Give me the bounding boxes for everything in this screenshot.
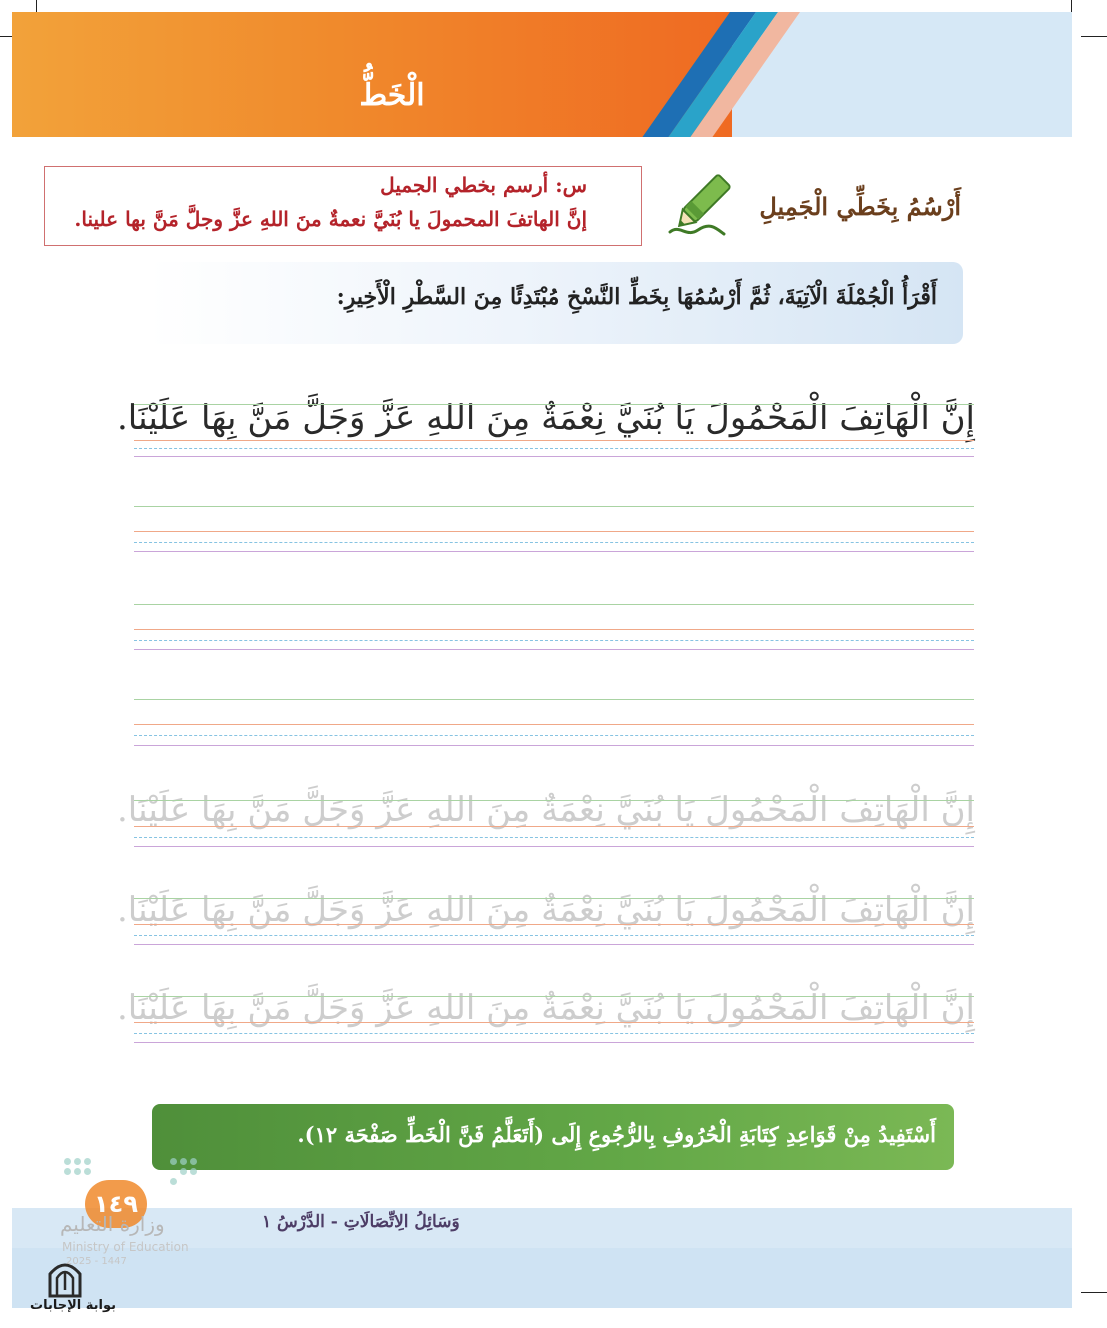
- writing-row-line: [134, 898, 974, 899]
- unit-lesson-label: وَسَائِلُ الِاتِّصَالَاتِ - الدَّرْسُ ١: [262, 1212, 460, 1232]
- instruction-banner: [148, 262, 963, 344]
- trace-sentence: إِنَّ الْهَاتِفَ الْمَحْمُولَ يَا بُنَيَّ نِعْمَةٌ مِنَ اللهِ عَزَّ وَجَلَّ مَنَّ بِهَا عَلَيْنَا.: [116, 890, 975, 930]
- writing-row-line: [134, 800, 974, 801]
- writing-row-line: [134, 924, 974, 925]
- writing-row-line: [134, 724, 974, 725]
- writing-row-line: [134, 846, 974, 847]
- trace-sentence: إِنَّ الْهَاتِفَ الْمَحْمُولَ يَا بُنَيَّ نِعْمَةٌ مِنَ اللهِ عَزَّ وَجَلَّ مَنَّ بِهَا عَلَيْنَا.: [116, 988, 975, 1028]
- writing-row-line: [134, 629, 974, 630]
- writing-row-line: [134, 837, 974, 838]
- instruction-text: أَقْرَأُ الْجُمْلَةَ الْآتِيَةَ، ثُمَّ أَرْسُمُهَا بِخَطِّ النَّسْخِ مُبْتَدِئًا مِنَ السَّطْرِ الْأَخِيرِ:: [336, 284, 937, 310]
- writing-row-line: [134, 935, 974, 936]
- writing-row-line: [134, 944, 974, 945]
- tip-text: أَسْتَفِيدُ مِنْ قَوَاعِدِ كِتَابَةِ الْحُرُوفِ بِالرُّجُوعِ إِلَى (أَتَعَلَّمُ فَنَّ الْخَطِّ صَفْحَة ١٢).: [297, 1122, 936, 1147]
- writing-row-line: [134, 826, 974, 827]
- footer-band-lower: [12, 1248, 1072, 1308]
- writing-row-line: [134, 649, 974, 650]
- rule-line: [134, 448, 974, 449]
- writing-row-line: [134, 640, 974, 641]
- section-title: أَرْسُمُ بِخَطِّي الْجَمِيلِ: [759, 192, 961, 221]
- crop-mark: [1081, 1292, 1107, 1293]
- question-line-1: س: أرسم بخطي الجميل: [380, 173, 587, 197]
- header-orange-band: [12, 12, 732, 137]
- writing-row-line: [134, 1022, 974, 1023]
- pencil-icon: [664, 168, 734, 244]
- writing-row-line: [134, 996, 974, 997]
- page-title: الْخَطُّ: [359, 78, 425, 113]
- ministry-name-english: Ministry of Education: [62, 1240, 189, 1254]
- page-number: ١٤٩: [85, 1180, 147, 1228]
- rule-line: [134, 440, 974, 441]
- rule-line: [134, 404, 974, 405]
- writing-row-line: [134, 1042, 974, 1043]
- model-sentence: إِنَّ الْهَاتِفَ الْمَحْمُولَ يَا بُنَيَّ نِعْمَةٌ مِنَ اللهِ عَزَّ وَجَلَّ مَنَّ بِهَا عَلَيْنَا.: [116, 398, 975, 438]
- writing-row-line: [134, 745, 974, 746]
- trace-sentence: إِنَّ الْهَاتِفَ الْمَحْمُولَ يَا بُنَيَّ نِعْمَةٌ مِنَ اللهِ عَزَّ وَجَلَّ مَنَّ بِهَا عَلَيْنَا.: [116, 790, 975, 830]
- writing-row-line: [134, 551, 974, 552]
- writing-row-line: [134, 542, 974, 543]
- ministry-year: 2025 - 1447: [66, 1256, 127, 1267]
- crop-mark: [1081, 36, 1107, 37]
- writing-row-line: [134, 531, 974, 532]
- writing-row-line: [134, 735, 974, 736]
- portal-name: بوابة الإجابات: [30, 1298, 116, 1313]
- writing-row-line: [134, 1033, 974, 1034]
- question-box: [44, 166, 642, 246]
- tip-banner: [152, 1104, 954, 1170]
- rule-line: [134, 456, 974, 457]
- question-line-2: إنَّ الهاتفَ المحمولَ يا بُنَيَّ نعمةٌ منَ اللهِ عزَّ وجلَّ مَنَّ بها علينا.: [74, 207, 587, 231]
- writing-row-line: [134, 506, 974, 507]
- page-header: [12, 12, 1072, 137]
- writing-row-line: [134, 604, 974, 605]
- portal-logo-icon: [44, 1256, 86, 1298]
- writing-row-line: [134, 699, 974, 700]
- ministry-name-arabic: وزارة التعليم: [60, 1212, 165, 1236]
